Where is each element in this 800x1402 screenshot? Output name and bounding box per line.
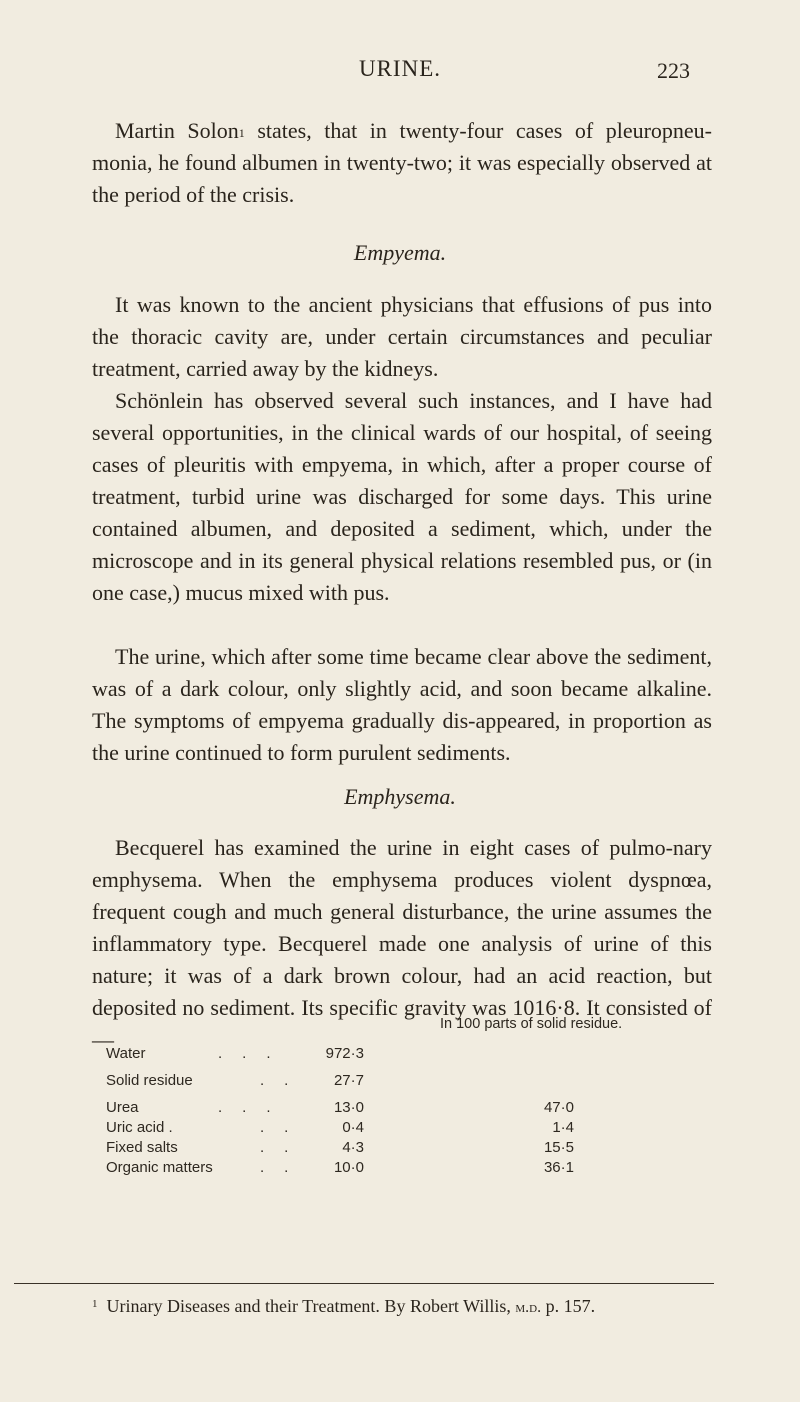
row-label: Urea [106, 1099, 139, 1116]
row-label: Solid residue [106, 1072, 193, 1089]
table-row [92, 1139, 712, 1159]
row-value-per-100: 36·1 [543, 1159, 574, 1176]
leader-dots: ... [218, 1045, 291, 1062]
leader-dots: ... [218, 1099, 291, 1116]
paragraph-empyema-3: The urine, which after some time became clear above the sediment, was of a dark colour, only slightly acid, and soon became alkaline. The symptoms of empyema gradually dis-appeared, in proportion as the urine continued to form purulent sediments. [92, 644, 712, 765]
footnote [92, 1296, 722, 1317]
page-header [0, 56, 800, 96]
row-value: 0·4 [342, 1119, 364, 1136]
table-row [92, 1099, 712, 1119]
row-value: 10·0 [333, 1159, 364, 1176]
row-value-per-100: 15·5 [543, 1139, 574, 1156]
row-value: 4·3 [342, 1139, 364, 1156]
leader-dots: .. [260, 1072, 309, 1089]
paragraph-empyema-1: It was known to the ancient physicians that effusions of pus into the thoracic cavity are, under certain circumstances and peculiar treatment, carried away by the kidneys. [92, 292, 712, 381]
page-number: 223 [657, 58, 690, 83]
paragraph-empyema-2: Schönlein has observed several such instances, and I have had several opportunities, in the clinical wards of our hospital, of seeing cases of pleuritis with empyema, in which, after a proper course of treatment, turbid urine was discharged for some days. This urine contained albumen, and deposited a sediment, which, under the microscope and in its general physical relations resembled pus, or (in one case,) mucus mixed with pus. [92, 388, 712, 605]
row-label: Organic matters [106, 1159, 213, 1176]
table-row [92, 1045, 712, 1065]
row-value-per-100: 47·0 [543, 1099, 574, 1116]
footnote-degree: m.d. [515, 1299, 542, 1316]
row-label: Water [106, 1045, 146, 1062]
section-title-empyema: Empyema. [353, 240, 447, 265]
solon-text-rest: states, that in twenty-four cases of pleuropneu-monia, he found albumen in twenty-two; it was especially observed at the period of the crisis. [92, 118, 712, 207]
table-column-note: In 100 parts of solid residue. [440, 1016, 623, 1032]
footnote-ref: 1 [238, 126, 245, 140]
footnote-marker: 1 [92, 1298, 98, 1310]
leader-dots: .. [260, 1159, 309, 1176]
leader-dots: .. [260, 1119, 309, 1136]
row-value: 972·3 [325, 1045, 364, 1062]
table-row [92, 1119, 712, 1139]
solon-text-start: Martin Solon [115, 118, 239, 143]
row-label: Fixed salts [106, 1139, 178, 1156]
footnote-text: Urinary Diseases and their Treatment. By Robert Willis, [106, 1296, 516, 1316]
row-value-per-100: 1·4 [552, 1119, 574, 1136]
table-row [92, 1159, 712, 1179]
section-title-emphysema: Emphysema. [344, 784, 456, 809]
footnote-page: p. 157. [541, 1296, 596, 1316]
paragraph-emphysema-1: Becquerel has examined the urine in eight cases of pulmo-nary emphysema. When the emphysema produces violent dyspnœa, frequent cough and much general disturbance, the urine assumes the inflammatory type. Becquerel made one analysis of urine of this nature; it was of a dark brown colour, had an acid reaction, but deposited no sediment. Its specific gravity was 1016·8. It consisted of— [92, 835, 712, 1052]
paragraph-solon [92, 115, 712, 211]
running-head: URINE. [358, 56, 442, 81]
row-value: 13·0 [333, 1099, 364, 1116]
row-label: Uric acid . [106, 1119, 173, 1136]
footnote-divider [14, 1283, 714, 1284]
table-row [92, 1072, 712, 1092]
leader-dots: .. [260, 1139, 309, 1156]
row-value: 27·7 [333, 1072, 364, 1089]
